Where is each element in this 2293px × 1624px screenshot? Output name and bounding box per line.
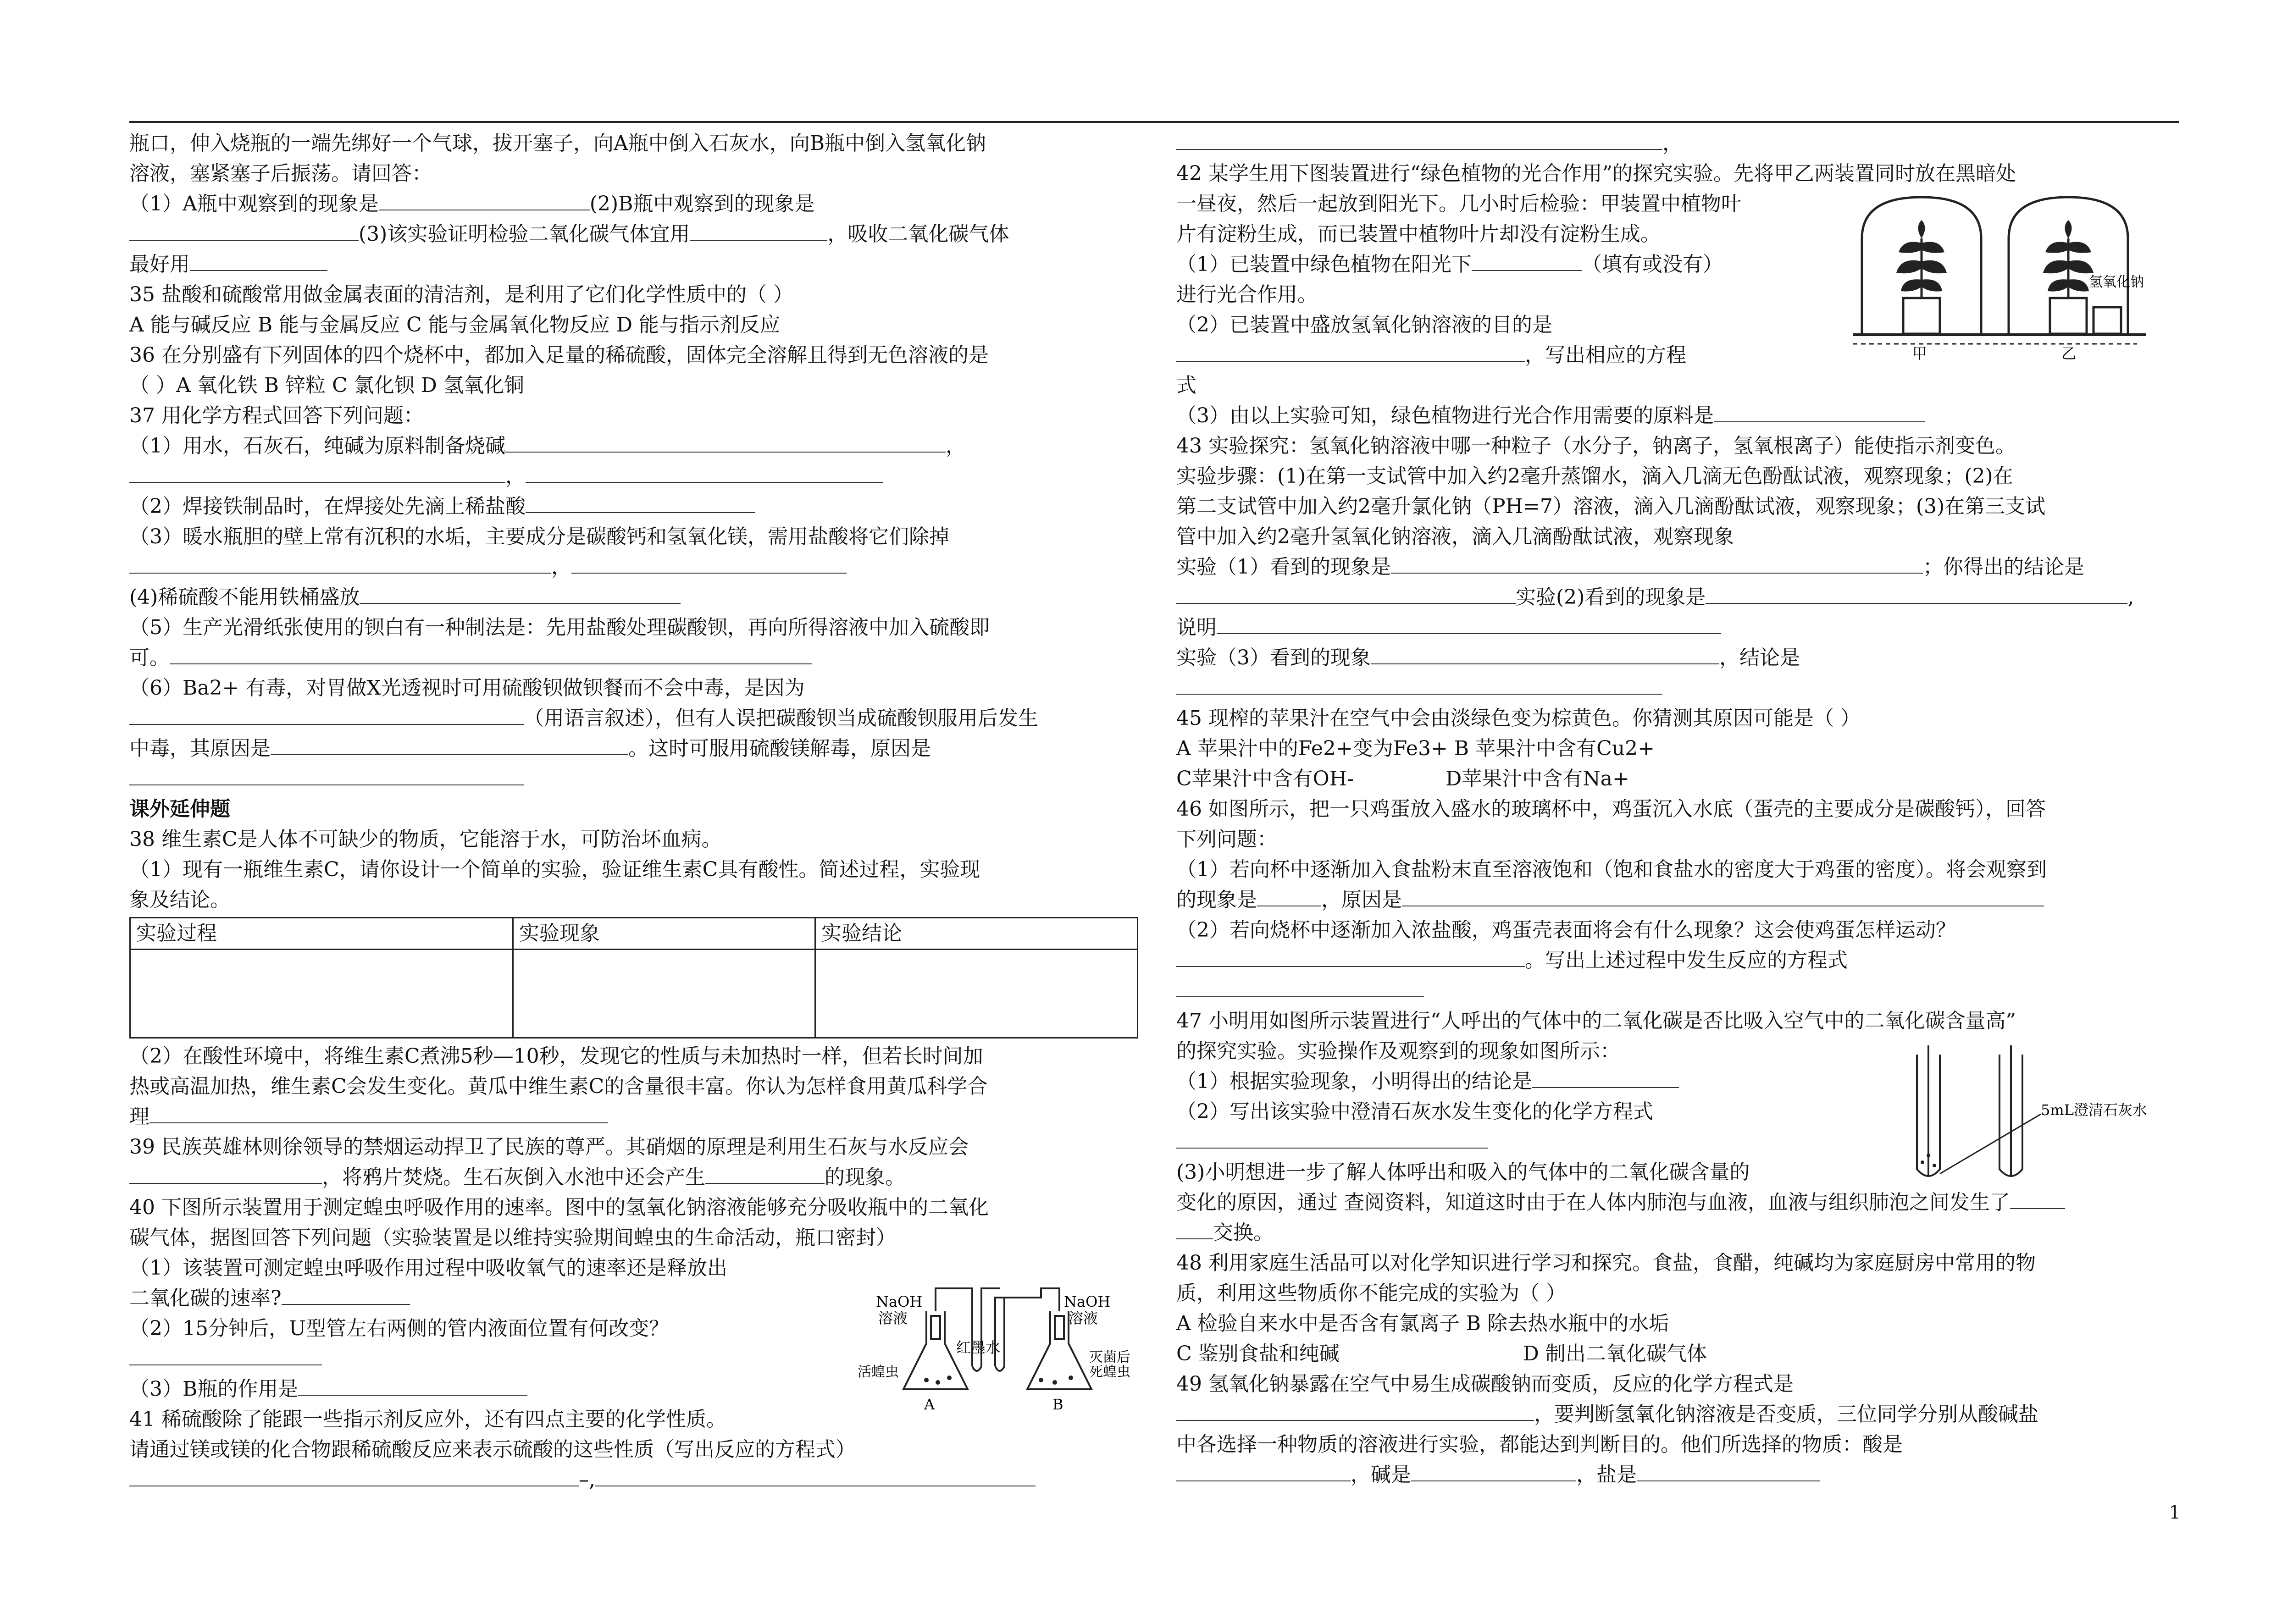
answer-blank[interactable]	[1472, 250, 1582, 271]
q36-stem: 36 在分别盛有下列固体的四个烧杯中，都加入足量的稀硫酸，固体完全溶解且得到无色溶液的是	[129, 343, 989, 367]
text-line: （2）15分钟后，U型管左右两侧的管内液面位置有何改变？	[129, 1317, 670, 1340]
text-line: (3)小明想进一步了解人体呼出和吸入的气体中的二氧化碳含量的	[1176, 1160, 1750, 1184]
text-line: 中毒，其原因是 。这时可服用硫酸镁解毒，原因是	[129, 734, 1138, 764]
text-line: 溶液，塞紧塞子后振荡。请回答：	[129, 162, 432, 185]
q35-stem: 35 盐酸和硫酸常用做金属表面的清洁剂，是利用了它们化学性质中的（ ）	[129, 283, 793, 306]
text-line: –,	[129, 1465, 1138, 1495]
answer-blank[interactable]	[271, 734, 628, 755]
text-line: （3）由以上实验可知，绿色植物进行光合作用需要的原料是	[1176, 401, 2178, 431]
answer-blank[interactable]	[129, 1163, 322, 1184]
text-line: 碳气体，据图回答下列问题（实验装置是以维持实验期间蝗虫的生命活动，瓶口密封）	[129, 1226, 896, 1249]
figure-label: 乙	[2061, 345, 2077, 362]
table-cell[interactable]	[513, 950, 815, 1038]
answer-blank[interactable]	[129, 552, 551, 574]
q34-line: (3)该实验证明检验二氧化碳气体宜用 ，吸收二氧化碳气体	[129, 219, 1138, 249]
text-line: 进行光合作用。	[1176, 283, 1318, 306]
q45-options: C苹果汁中含有OH- D苹果汁中含有Na+	[1176, 767, 1629, 790]
answer-blank[interactable]	[1176, 129, 1662, 150]
q46-stem: 46 如图所示，把一只鸡蛋放入盛水的玻璃杯中，鸡蛋沉入水底（蛋壳的主要成分是碳酸钙），回答	[1176, 797, 2046, 821]
figure-label: 活蝗虫	[858, 1364, 899, 1380]
figure-label: 氢氧化钠	[2089, 274, 2144, 290]
text-line: （1）该装置可测定蝗虫呼吸作用过程中吸收氧气的速率还是释放出	[129, 1256, 727, 1280]
locust-respiration-apparatus-figure	[858, 1279, 1142, 1417]
text-line	[1176, 673, 2178, 703]
text-line: 实验（3）看到的现象 ，结论是	[1176, 643, 2178, 673]
text-line: 象及结论。	[129, 888, 230, 911]
q45-options: A 苹果汁中的Fe2+变为Fe3+ B 苹果汁中含有Cu2+	[1176, 737, 1655, 760]
text-line: ，碱是 ，盐是	[1176, 1460, 2178, 1490]
answer-blank[interactable]	[129, 220, 359, 241]
text-line: （2）写出该实验中澄清石灰水发生变化的化学方程式	[1176, 1100, 1653, 1123]
text-line: 下列问题：	[1176, 828, 1277, 851]
text-line: （用语言叙述），但有人误把碳酸钡当成硫酸钡服用后发生	[129, 703, 1138, 734]
q39-stem: 39 民族英雄林则徐领导的禁烟运动捍卫了民族的尊严。其硝烟的原理是利用生石灰与水反应会	[129, 1135, 969, 1159]
figure-label: NaOH	[1064, 1293, 1111, 1310]
answer-blank[interactable]	[1371, 643, 1719, 664]
figure-label: NaOH	[876, 1293, 923, 1310]
figure-label: 红墨水	[956, 1339, 1001, 1356]
answer-blank[interactable]	[1176, 1127, 1488, 1149]
text-line: （1）已装置中绿色植物在阳光下 （填有或没有）	[1176, 249, 2178, 280]
figure-label: 溶液	[1069, 1309, 1098, 1327]
q34-line: （1）A瓶中观察到的现象是 (2)B瓶中观察到的现象是	[129, 189, 1138, 219]
text-line: 式	[1176, 374, 1196, 397]
answer-blank[interactable]	[1532, 1067, 1679, 1088]
text-line: ，	[129, 461, 1138, 492]
text-line: （2）在酸性环境中，将维生素C煮沸5秒—10秒，发现它的性质与未加热时一样，但若长时间加	[129, 1044, 983, 1068]
text-line: 实验步骤：(1)在第一支试管中加入约2毫升蒸馏水，滴入几滴无色酚酞试液，观察现象；(2)在	[1176, 464, 2013, 488]
answer-blank[interactable]	[1391, 552, 1923, 574]
answer-blank[interactable]	[1706, 583, 2127, 604]
answer-blank[interactable]	[1176, 674, 1662, 695]
text-line: ，	[129, 552, 1138, 582]
text-line: 实验(2)看到的现象是 ,	[1176, 582, 2178, 613]
text-line: （2）已装置中盛放氢氧化钠溶液的目的是	[1176, 313, 1552, 337]
q43-stem: 43 实验探究：氢氧化钠溶液中哪一种粒子（水分子，钠离子，氢氧根离子）能使指示剂变色。	[1176, 434, 2016, 458]
text-line: 最好用	[129, 249, 1138, 280]
text-line: 理	[129, 1102, 1138, 1132]
answer-blank[interactable]	[1176, 1400, 1534, 1421]
answer-blank[interactable]	[1176, 946, 1525, 967]
text-line: 一昼夜，然后一起放到阳光下。几小时后检验：甲装置中植物叶	[1176, 192, 1741, 215]
answer-blank[interactable]	[129, 764, 524, 785]
text-line: 的现象是 ，原因是	[1176, 885, 2178, 915]
answer-blank[interactable]	[298, 1375, 527, 1396]
answer-blank[interactable]	[1176, 976, 1424, 997]
text-line: 变化的原因，通过 查阅资料，知道这时由于在人体内肺泡与血液，血液与组织肺泡之间发生了	[1176, 1188, 2178, 1218]
answer-blank[interactable]	[1714, 401, 1925, 422]
answer-blank[interactable]	[571, 552, 847, 574]
answer-blank[interactable]	[1176, 583, 1516, 604]
answer-blank[interactable]	[1217, 613, 1721, 634]
answer-blank[interactable]	[1257, 885, 1321, 906]
figure-label: B	[1052, 1396, 1063, 1413]
experiment-table	[129, 917, 1138, 1038]
text-line: 片有淀粉生成，而已装置中植物叶片却没有淀粉生成。	[1176, 222, 1661, 246]
text-line: （5）生产光滑纸张使用的钡白有一种制法是：先用盐酸处理碳酸钡，再向所得溶液中加入硫酸即	[129, 616, 990, 639]
q36-options: （ ）A 氧化铁 B 锌粒 C 氯化钡 D 氢氧化铜	[129, 374, 524, 397]
q49-stem: 49 氢氧化钠暴露在空气中易生成碳酸钠而变质，反应的化学方程式是	[1176, 1372, 1794, 1396]
q38-stem: 38 维生素C是人体不可缺少的物质，它能溶于水，可防治坏血病。	[129, 828, 722, 851]
text-line: （1）用水，石灰石，纯碱为原料制备烧碱 ，	[129, 431, 1138, 461]
answer-blank[interactable]	[282, 1284, 410, 1305]
q37-stem: 37 用化学方程式回答下列问题：	[129, 404, 424, 427]
table-cell[interactable]	[815, 950, 1137, 1038]
text-line: （2）焊接铁制品时，在焊接处先滴上稀盐酸	[129, 492, 1138, 522]
text-line: （1）现有一瓶维生素C，请你设计一个简单的实验，验证维生素C具有酸性。简述过程，实验现	[129, 858, 980, 881]
text-line: 第二支试管中加入约2毫升氯化钠（PH=7）溶液，滴入几滴酚酞试液，观察现象；(3)在第三支试	[1176, 495, 2046, 518]
answer-blank[interactable]	[595, 1465, 1036, 1486]
answer-blank[interactable]	[505, 431, 946, 453]
text-line: 管中加入约2毫升氢氧化钠溶液，滴入几滴酚酞试液，观察现象	[1176, 525, 1734, 548]
text-line: 说明	[1176, 613, 2178, 643]
answer-blank[interactable]	[526, 462, 883, 483]
answer-blank[interactable]	[190, 250, 327, 271]
answer-blank[interactable]	[129, 462, 505, 483]
text-line: 。写出上述过程中发生反应的方程式	[1176, 945, 2178, 976]
text-line: （3）暖水瓶胆的壁上常有沉积的水垢，主要成分是碳酸钙和氢氧化镁，需用盐酸将它们除掉	[129, 525, 949, 548]
figure-label: 5mL澄清石灰水	[2041, 1101, 2147, 1119]
section-heading: 课外延伸题	[129, 797, 230, 821]
plant-photosynthesis-apparatus-figure	[1853, 188, 2174, 362]
answer-blank[interactable]	[129, 1465, 579, 1486]
q47-stem: 47 小明用如图所示装置进行“人呼出的气体中的二氧化碳是否比吸入空气中的二氧化碳含量高”	[1176, 1009, 2016, 1033]
q48-options: A 检验自来水中是否含有氯离子 B 除去热水瓶中的水垢	[1176, 1312, 1669, 1335]
figure-label: 死蝗虫	[1089, 1364, 1130, 1380]
q40-stem: 40 下图所示装置用于测定蝗虫呼吸作用的速率。图中的氢氧化钠溶液能够充分吸收瓶中的二氧化	[129, 1196, 989, 1219]
text-line: 热或高温加热，维生素C会发生变化。黄瓜中维生素C的含量很丰富。你认为怎样食用黄瓜科学合	[129, 1075, 988, 1098]
answer-blank[interactable]	[129, 1344, 322, 1365]
answer-blank[interactable]	[129, 704, 524, 725]
answer-blank[interactable]	[1637, 1460, 1820, 1481]
text-line: 中各选择一种物质的溶液进行实验，都能达到判断目的。他们所选择的物质：酸是	[1176, 1433, 1903, 1456]
answer-blank[interactable]	[1402, 885, 2044, 906]
answer-blank[interactable]	[1176, 1218, 1213, 1239]
figure-label: 甲	[1912, 345, 1927, 362]
text-line: 瓶口，伸入烧瓶的一端先绑好一个气球，拔开塞子，向A瓶中倒入石灰水，向B瓶中倒入氢氧化钠	[129, 132, 986, 155]
table-header: 实验过程	[130, 918, 513, 950]
answer-blank[interactable]	[705, 1163, 825, 1184]
text-line: 交换。	[1176, 1218, 2178, 1248]
table-cell[interactable]	[130, 950, 513, 1038]
table-header: 实验现象	[513, 918, 815, 950]
text-line: （6）Ba2+ 有毒，对胃做X光透视时可用硫酸钡做钡餐而不会中毒，是因为	[129, 676, 805, 700]
q45-stem: 45 现榨的苹果汁在空气中会由淡绿色变为棕黄色。你猜测其原因可能是（ ）	[1176, 707, 1861, 730]
text-line: ，写出相应的方程	[1176, 340, 2178, 370]
text-line: （1）根据实验现象，小明得出的结论是	[1176, 1066, 2178, 1097]
answer-blank[interactable]	[379, 189, 590, 210]
limewater-test-tubes-figure	[1903, 1045, 2178, 1192]
answer-blank[interactable]	[1176, 341, 1525, 362]
answer-blank[interactable]	[150, 1102, 608, 1123]
answer-blank[interactable]	[1411, 1460, 1576, 1481]
answer-blank[interactable]	[690, 220, 827, 241]
text-line: 可。	[129, 643, 1138, 673]
q42-stem: 42 某学生用下图装置进行“绿色植物的光合作用”的探究实验。先将甲乙两装置同时放在黑暗处	[1176, 162, 2016, 185]
text-line: （2）若向烧杯中逐渐加入浓盐酸，鸡蛋壳表面将会有什么现象？这会使鸡蛋怎样运动？	[1176, 918, 1956, 942]
text-line: (4)稀硫酸不能用铁桶盛放	[129, 582, 1138, 613]
text-line: ，	[1176, 128, 2178, 159]
text-line: （1）若向杯中逐渐加入食盐粉末直至溶液饱和（饱和食盐水的密度大于鸡蛋的密度）。将会观察到	[1176, 858, 2047, 881]
text-line: 请通过镁或镁的化合物跟稀硫酸反应来表示硫酸的这些性质（写出反应的方程式）	[129, 1438, 856, 1461]
answer-blank[interactable]	[1176, 1460, 1351, 1481]
text-line	[1176, 976, 2178, 1006]
q41-stem: 41 稀硫酸除了能跟一些指示剂反应外，还有四点主要的化学性质。	[129, 1408, 726, 1431]
text-line: 实验（1）看到的现象是 ；你得出的结论是	[1176, 552, 2178, 582]
q35-options: A 能与碱反应 B 能与金属反应 C 能与金属氧化物反应 D 能与指示剂反应	[129, 313, 780, 337]
text-line: 的探究实验。实验操作及观察到的现象如图所示：	[1176, 1039, 1620, 1063]
text-line: ，将鸦片焚烧。生石灰倒入水池中还会产生 的现象。	[129, 1162, 1138, 1193]
q48-stem: 48 利用家庭生活品可以对化学知识进行学习和探究。食盐，食醋，纯碱均为家庭厨房中常用的物	[1176, 1251, 2036, 1275]
text-line: 二氧化碳的速率?	[129, 1283, 1138, 1314]
figure-label: 灭菌后	[1089, 1349, 1130, 1365]
figure-label: 溶液	[878, 1309, 908, 1327]
text-line: 质，利用这些物质你不能完成的实验为（ ）	[1176, 1282, 1566, 1305]
page-number: 1	[2169, 1502, 2181, 1523]
text-line: （3）B瓶的作用是	[129, 1374, 1138, 1404]
text-line: ，要判断氢氧化钠溶液是否变质，三位同学分别从酸碱盐	[1176, 1399, 2178, 1430]
answer-blank[interactable]	[170, 643, 812, 664]
answer-blank[interactable]	[360, 583, 681, 604]
q48-options: C 鉴别食盐和纯碱 D 制出二氧化碳气体	[1176, 1342, 1707, 1365]
header-rule	[129, 121, 2179, 123]
figure-label: A	[924, 1396, 935, 1413]
text-line	[129, 764, 1138, 794]
table-header: 实验结论	[815, 918, 1137, 950]
answer-blank[interactable]	[526, 492, 755, 513]
